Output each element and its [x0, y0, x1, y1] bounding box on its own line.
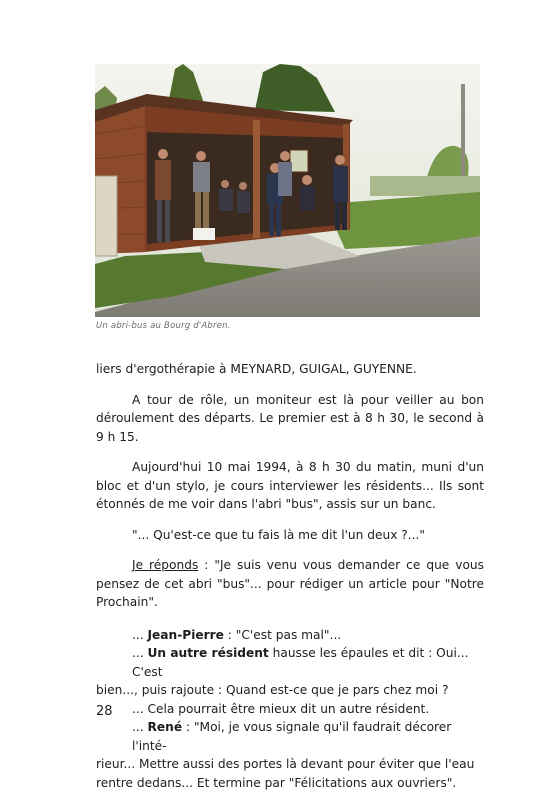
dialog-continuation: rieur... Mettre aussi des portes là devant pour éviter que l'eau rentre dedans... Et termine par "Félicitations aux ouvriers". — [96, 757, 475, 790]
dialog-line: ... Cela pourrait être mieux dit un autre résident. — [132, 701, 430, 716]
paragraph: A tour de rôle, un moniteur est là pour veiller au bon déroulement des départs. Le premier est à 8 h 30, le second à 9 h 15. — [96, 392, 484, 444]
dialog-continuation: bien..., puis rajoute : Quand est-ce que je pars chez moi ? — [96, 683, 449, 697]
bus-shelter-photo — [95, 64, 480, 317]
speaker-name: Jean-Pierre — [147, 627, 224, 642]
paragraph — [96, 556, 484, 612]
reply-label: Je réponds — [132, 558, 199, 572]
photo-caption: Un abri-bus au Bourg d'Abren. — [96, 321, 231, 331]
dialog-line — [96, 644, 484, 681]
dialog-line — [96, 718, 484, 755]
paragraph: Aujourd'hui 10 mai 1994, à 8 h 30 du matin, muni d'un bloc et d'un stylo, je cours interviewer les résidents... Ils sont étonnés de me voir dans l'abri "bus", assis sur un banc. — [96, 460, 484, 511]
dialog-text: : "Moi, je vous signale qu'il faudrait décorer l'inté- — [132, 720, 452, 753]
ellipsis: ... — [132, 646, 148, 660]
paragraph: liers d'ergothérapie à MEYNARD, GUIGAL, GUYENNE. — [96, 362, 417, 376]
page-number: 28 — [96, 704, 113, 719]
speaker-name: Un autre résident — [147, 646, 269, 660]
ellipsis: ... — [132, 627, 148, 642]
dialog-text: : "C'est pas mal"... — [223, 627, 342, 642]
speaker-name: René — [147, 720, 183, 734]
dialog-line — [96, 626, 484, 645]
reply-text: : "Je suis venu vous demander ce que vous pensez de cet abri "bus"... pour rédiger un article pour "Notre Prochain". — [96, 558, 484, 609]
body-text — [96, 360, 484, 792]
ellipsis: ... — [132, 720, 148, 734]
quote-line: "... Qu'est-ce que tu fais là me dit l'un deux ?..." — [132, 527, 425, 542]
dialog-text: hausse les épaules et dit : Oui... C'est — [132, 646, 469, 679]
